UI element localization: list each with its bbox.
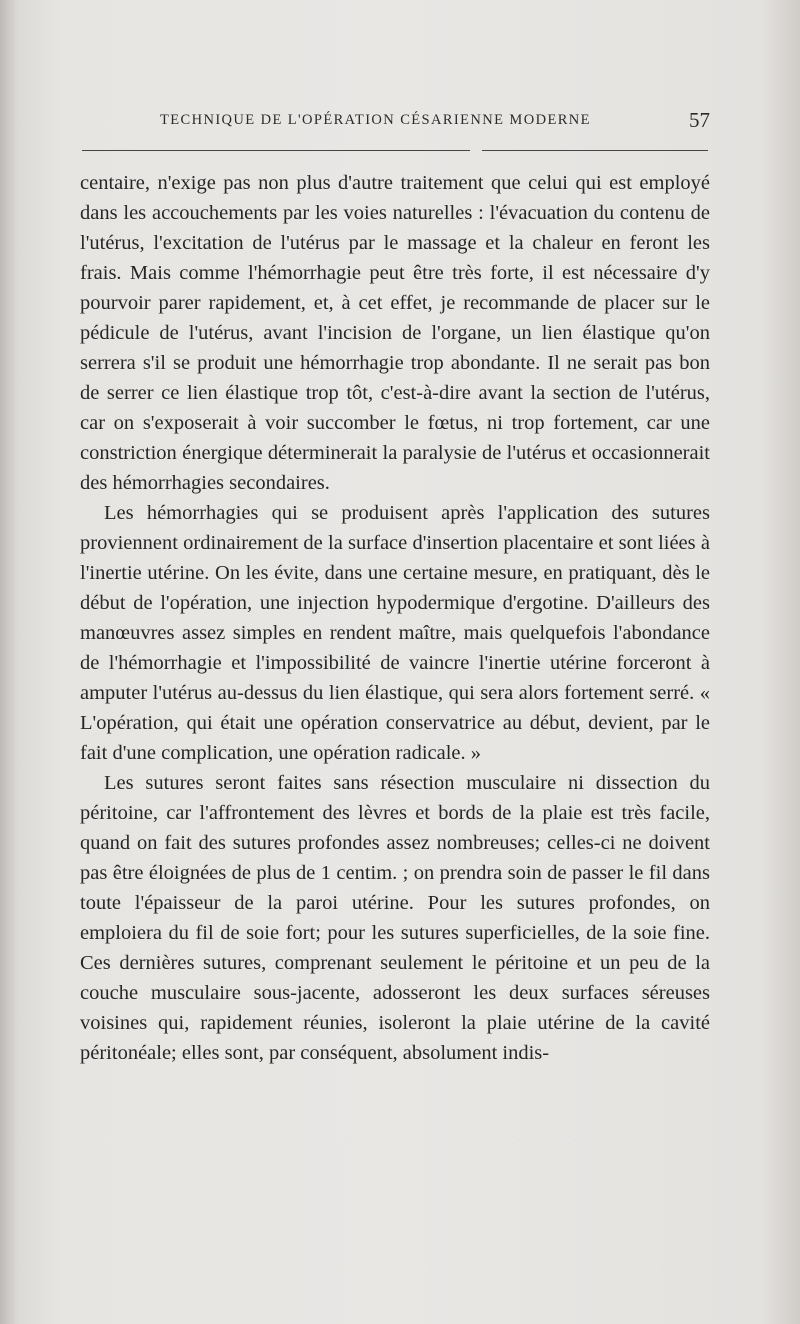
running-head [80,108,710,134]
body-text [80,168,710,1068]
running-title: TECHNIQUE DE L'OPÉRATION CÉSARIENNE MODERNE [160,112,591,128]
page-number: 57 [689,108,710,132]
header-rule-left [82,150,470,151]
paragraph-3: Les sutures seront faites sans résection musculaire ni dissection du péritoine, car l'affrontement des lèvres et bords de la plaie est très facile, quand on fait des sutures profondes assez nombreuses; celles-ci ne doivent pas être éloignées de plus de 1 centim. ; on prendra soin de passer le fil dans toute l'épaisseur de la paroi utérine. Pour les sutures profondes, on emploiera du fil de soie fort; pour les sutures superficielles, de la soie fine. Ces dernières sutures, comprenant seulement le péritoine et un peu de la couche musculaire sous-jacente, adosseront les deux surfaces séreuses voisines qui, rapidement réunies, isoleront la plaie utérine de la cavité péritonéale; elles sont, par conséquent, absolument indis- [80,772,710,1064]
paragraph-1: centaire, n'exige pas non plus d'autre traitement que celui qui est employé dans les accouchements par les voies naturelles : l'évacuation du contenu de l'utérus, l'excitation de l'utérus par le massage et la chaleur en feront les frais. Mais comme l'hémorrhagie peut être très forte, il est nécessaire d'y pourvoir parer rapidement, et, à cet effet, je recommande de placer sur le pédicule de l'utérus, avant l'incision de l'organe, un lien élastique qu'on serrera s'il se produit une hémorrhagie trop abondante. Il ne serait pas bon de serrer ce lien élastique trop tôt, c'est-à-dire avant la section de l'utérus, car on s'exposerait à voir succomber le fœtus, ni trop fortement, car une constriction énergique déterminerait la paralysie de l'utérus et occasionnerait des hémorrhagies secondaires. [80,172,710,494]
paragraph-2: Les hémorrhagies qui se produisent après l'application des sutures proviennent ordinairement de la surface d'insertion placentaire et sont liées à l'inertie utérine. On les évite, dans une certaine mesure, en pratiquant, dès le début de l'opération, une injection hypodermique d'ergotine. D'ailleurs des manœuvres assez simples en rendent maître, mais quelquefois l'abondance de l'hémorrhagie et l'impossibilité de vaincre l'inertie utérine forceront à amputer l'utérus au-dessus du lien élastique, qui sera alors fortement serré. « L'opération, qui était une opération conservatrice au début, devient, par le fait d'une complication, une opération radicale. » [80,502,710,764]
header-rule-right [482,150,708,151]
